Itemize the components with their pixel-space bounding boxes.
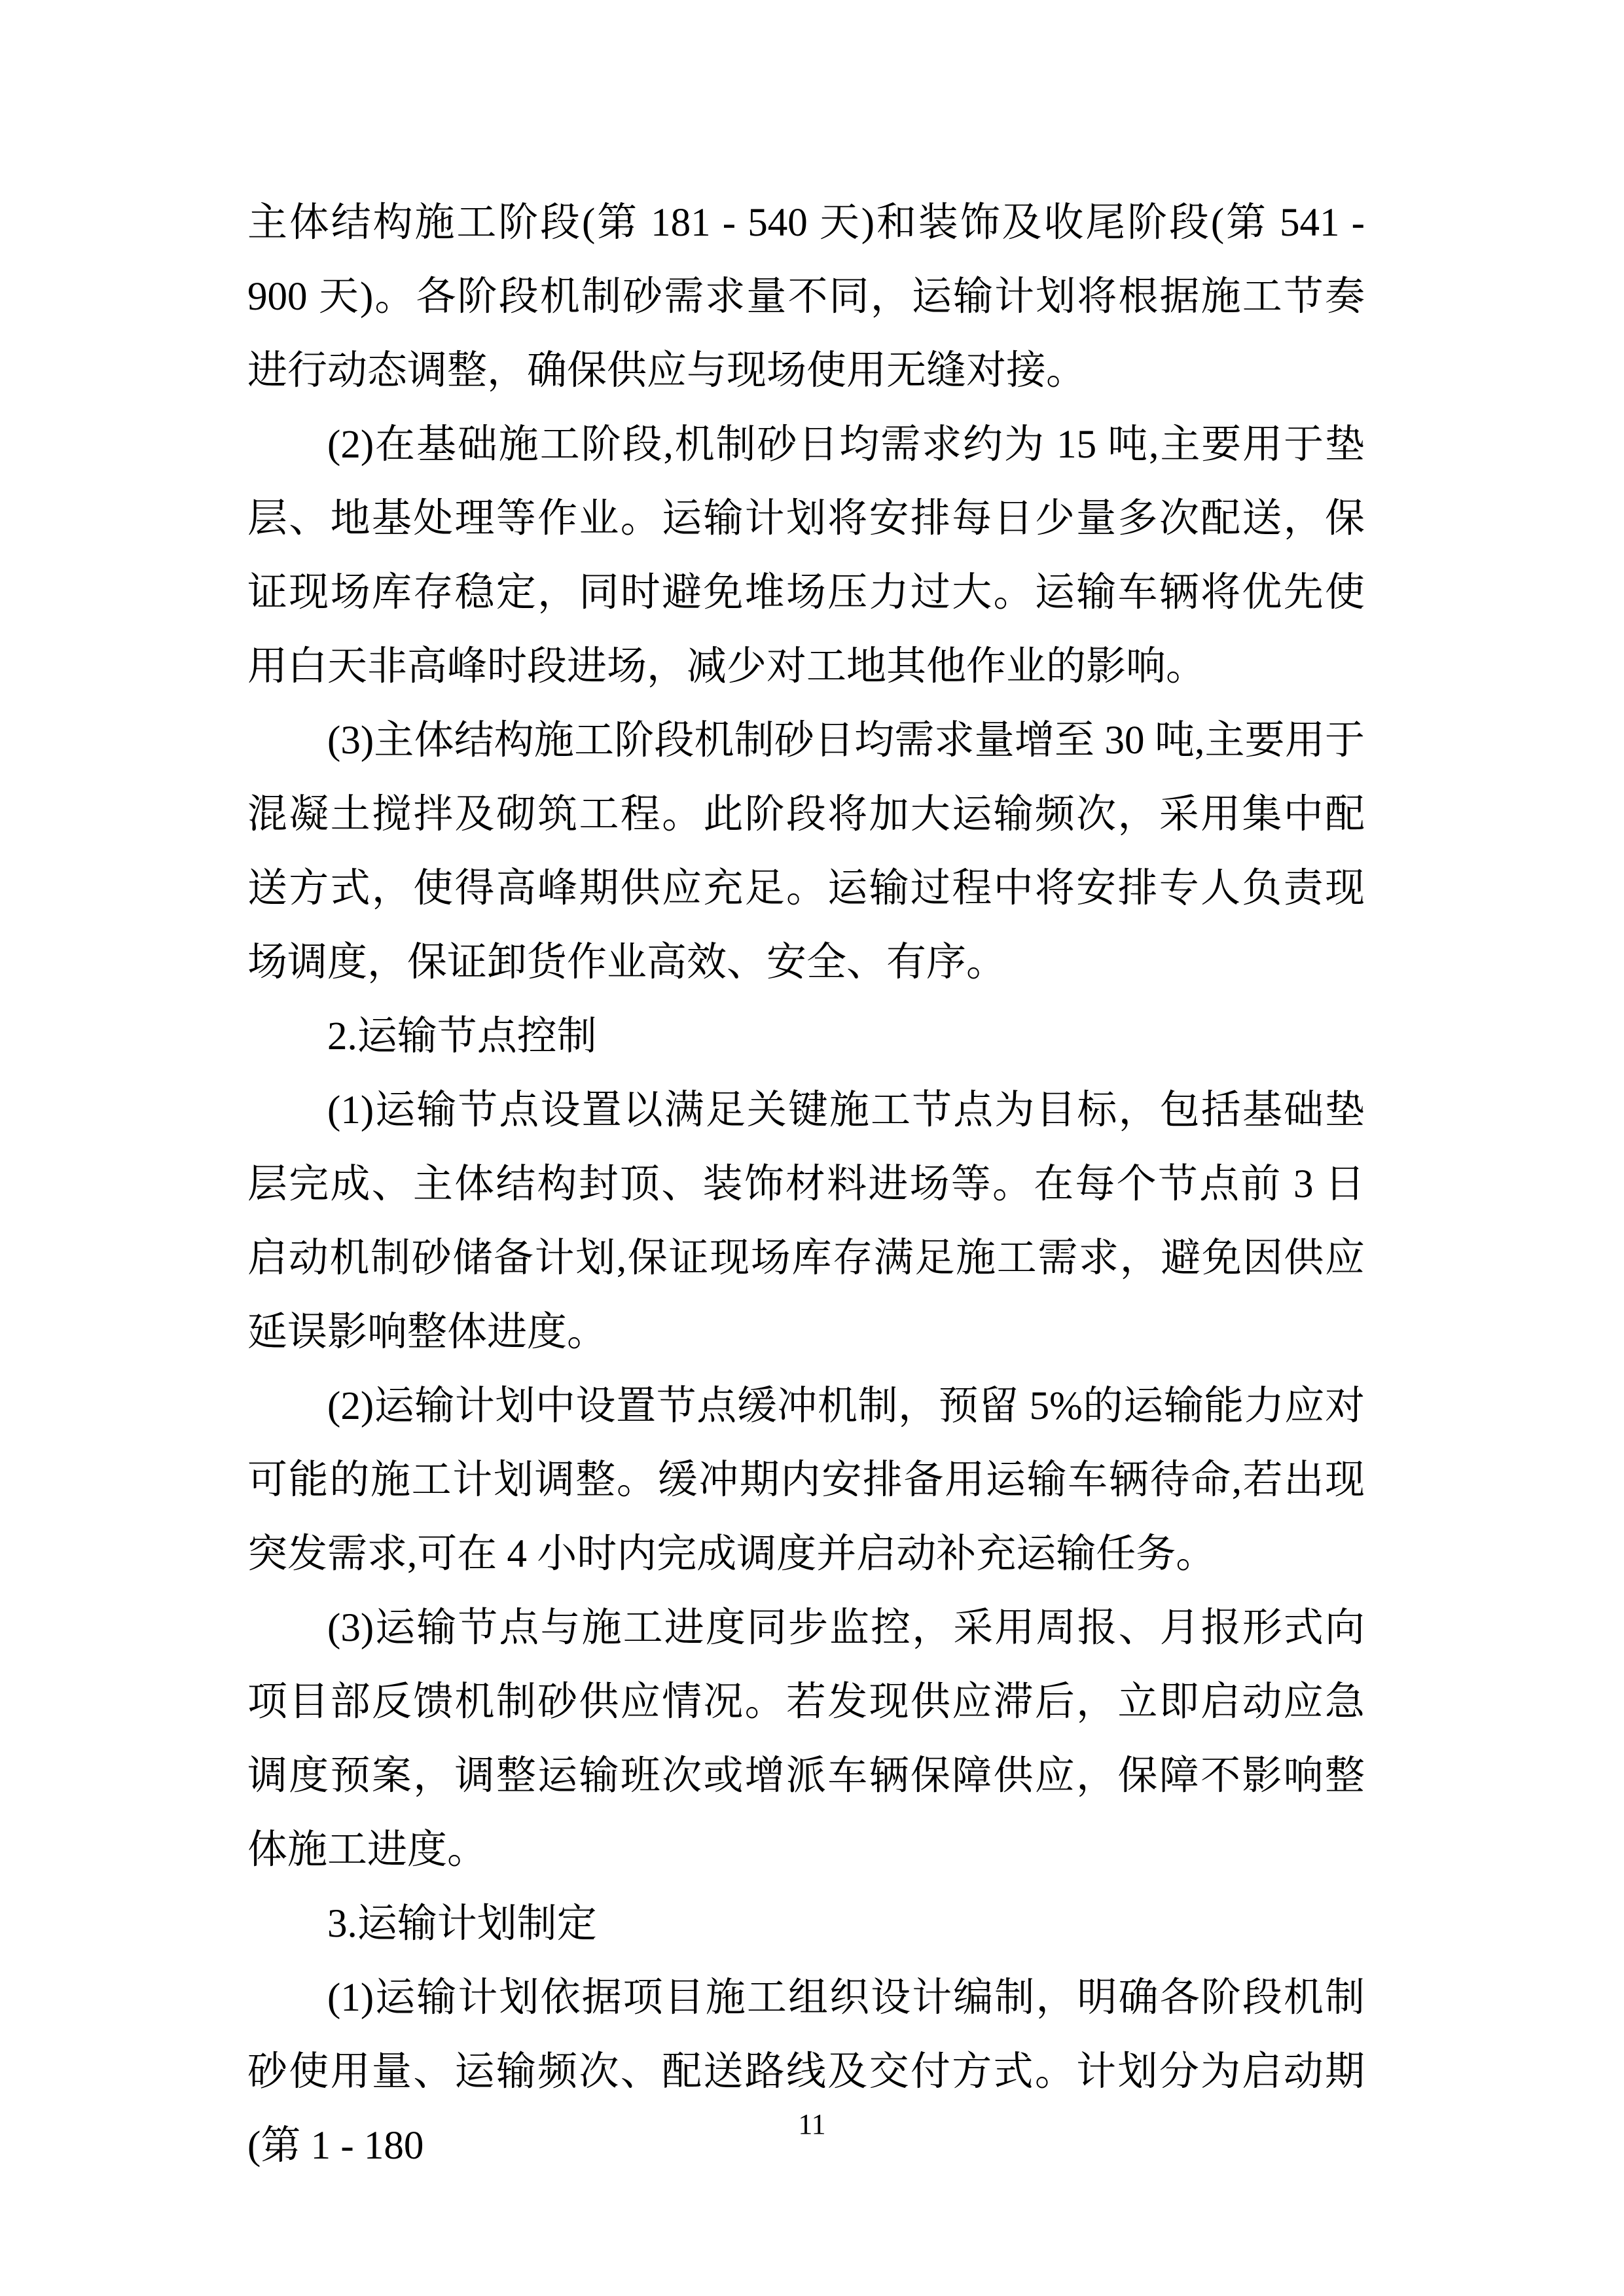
paragraph-item-1: (1)运输节点设置以满足关键施工节点为目标，包括基础垫层完成、主体结构封顶、装饰材料进场等。在每个节点前 3 日启动机制砂储备计划,保证现场库存满足施工需求，避免因供应延误影响整体进度。 — [247, 1088, 1365, 1354]
document-body — [247, 186, 1365, 2183]
page-footer — [0, 2109, 1624, 2140]
paragraph-continuation: 主体结构施工阶段(第 181 - 540 天)和装饰及收尾阶段(第 541 - 900 天)。各阶段机制砂需求量不同，运输计划将根据施工节奏进行动态调整，确保供应与现场使用无缝对接。 — [247, 201, 1365, 393]
page-number: 11 — [798, 2108, 826, 2140]
heading-section-3: 3.运输计划制定 — [327, 1902, 597, 1946]
paragraph-item-3b: (3)运输节点与施工进度同步监控，采用周报、月报形式向项目部反馈机制砂供应情况。若发现供应滞后，立即启动应急调度预案，调整运输班次或增派车辆保障供应，保障不影响整体施工进度。 — [247, 1606, 1365, 1872]
heading-section-2: 2.运输节点控制 — [327, 1014, 597, 1058]
paragraph-item-2b: (2)运输计划中设置节点缓冲机制，预留 5%的运输能力应对可能的施工计划调整。缓冲期内安排备用运输车辆待命,若出现突发需求,可在 4 小时内完成调度并启动补充运输任务。 — [247, 1384, 1365, 1576]
paragraph-item-2: (2)在基础施工阶段,机制砂日均需求约为 15 吨,主要用于垫层、地基处理等作业。运输计划将安排每日少量多次配送，保证现场库存稳定，同时避免堆场压力过大。运输车辆将优先使用白天非高峰时段进场，减少对工地其他作业的影响。 — [247, 423, 1365, 689]
paragraph-item-3: (3)主体结构施工阶段机制砂日均需求量增至 30 吨,主要用于混凝土搅拌及砌筑工程。此阶段将加大运输频次，采用集中配送方式，使得高峰期供应充足。运输过程中将安排专人负责现场调度，保证卸货作业高效、安全、有序。 — [247, 719, 1365, 984]
paragraph-item-1b: (1)运输计划依据项目施工组织设计编制，明确各阶段机制砂使用量、运输频次、配送路线及交付方式。计划分为启动期(第 1 - 180 — [247, 1976, 1365, 2168]
